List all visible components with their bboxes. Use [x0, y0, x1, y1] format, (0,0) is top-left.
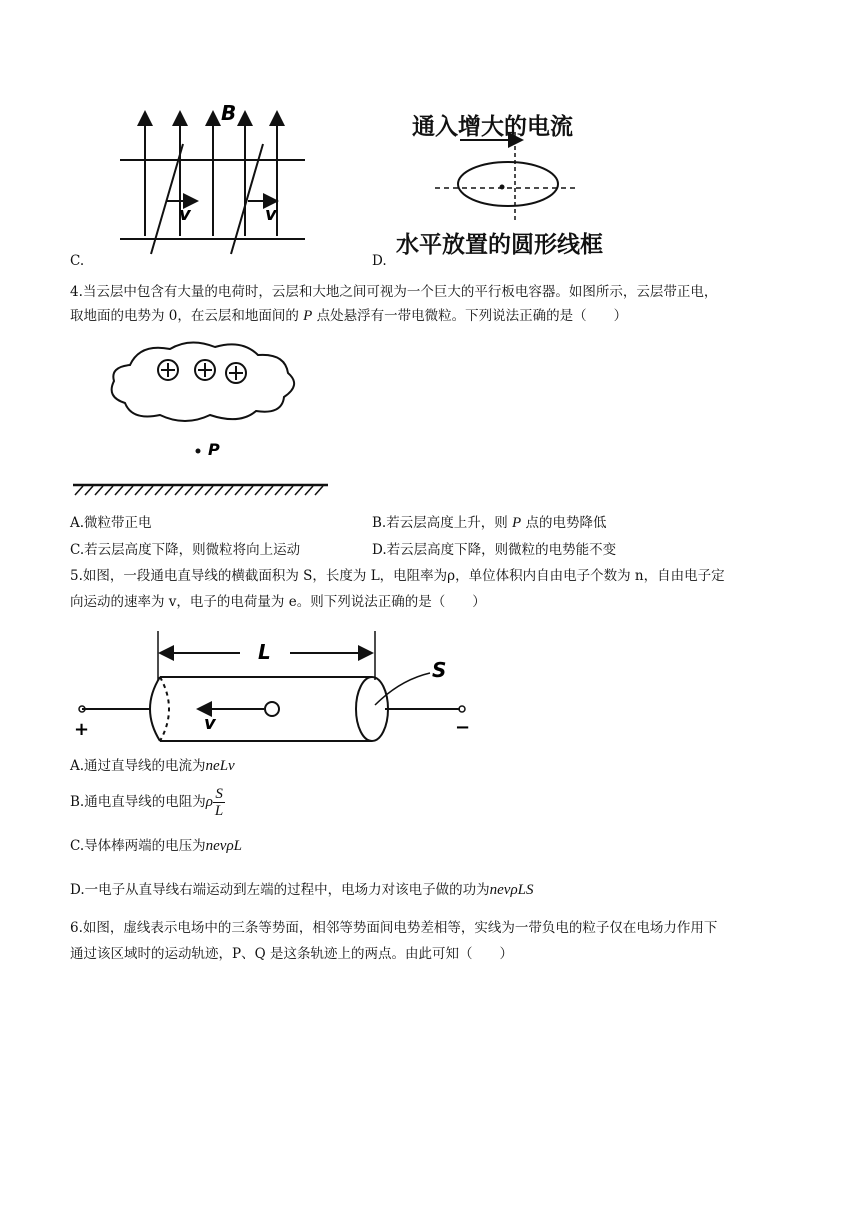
q5-option-a-text: A.通过直导线的电流为	[70, 758, 206, 774]
velocity-label-left: v	[179, 204, 191, 225]
q4-stem-line2	[70, 306, 627, 326]
point-p-label: P	[208, 440, 220, 459]
q5-stem-line1: 5.如图，一段通电直导线的横截面积为 S，长度为 L，电阻率为ρ，单位体积内自由电子个数为 n，自由电子定	[70, 568, 725, 584]
figure-magnetic-rails	[115, 96, 315, 256]
b-field-label: B	[221, 101, 237, 125]
q6-stem-line1: 6.如图，虚线表示电场中的三条等势面，相邻等势面间电势差相等，实线为一带负电的粒子仅在电场力作用下	[70, 920, 718, 936]
figure-circular-loop	[420, 132, 600, 222]
q5-option-b	[70, 780, 225, 824]
fraction-denominator: L	[214, 803, 224, 819]
q4-option-d: D.若云层高度下降，则微粒的电势能不变	[372, 542, 617, 558]
q5-option-b-rho: ρ	[205, 794, 213, 810]
q5-option-b-text: B.通电直导线的电阻为	[70, 794, 206, 810]
q5-option-d-math: nevρLS	[489, 882, 534, 898]
q5-stem-line2: 向运动的速率为 v，电子的电荷量为 e。则下列说法正确的是（ ）	[70, 594, 486, 610]
q4-stem-line1: 4.当云层中包含有大量的电荷时，云层和大地之间可视为一个巨大的平行板电容器。如图所示，云层带正电，	[70, 284, 718, 300]
q4-option-b-p: P	[512, 515, 522, 531]
q5-option-c-text: C.导体棒两端的电压为	[70, 838, 206, 854]
area-label: S	[432, 658, 447, 682]
charge-plus-icon	[195, 360, 215, 380]
q5-option-d-text: D.一电子从直导线右端运动到左端的过程中，电场力对该电子做的功为	[70, 882, 490, 898]
q5-option-c-math: nevρL	[205, 838, 242, 854]
charge-plus-icon	[158, 360, 178, 380]
q6-stem-line2: 通过该区域时的运动轨迹，P、Q 是这条轨迹上的两点。由此可知（ ）	[70, 946, 513, 962]
q4-option-a: A.微粒带正电	[70, 515, 152, 531]
q5-option-a	[70, 756, 235, 776]
minus-terminal: −	[455, 717, 471, 738]
q5-option-d	[70, 880, 534, 900]
q4-option-b-pre: B.若云层高度上升，则	[372, 515, 513, 531]
figure-current-wire	[70, 625, 480, 745]
q4-stem-p: P	[303, 308, 313, 324]
figure-cloud-capacitor	[70, 335, 335, 505]
q4-option-b	[372, 513, 606, 533]
q5-option-c	[70, 836, 242, 856]
drift-velocity-label: v	[204, 713, 216, 734]
figure-d-top-text: 通入增大的电流	[412, 114, 573, 140]
velocity-label-right: v	[265, 204, 277, 225]
q4-stem-line2-b: 点处悬浮有一带电微粒。下列说法正确的是（ ）	[312, 308, 628, 324]
figure-d-bottom-text: 水平放置的圆形线框	[396, 232, 603, 258]
plus-terminal: +	[74, 719, 90, 740]
q4-stem-line2-a: 取地面的电势为 0，在云层和地面间的	[70, 308, 304, 324]
resistance-fraction	[213, 786, 225, 819]
q4-option-c: C.若云层高度下降，则微粒将向上运动	[70, 542, 301, 558]
q4-option-b-post: 点的电势降低	[521, 515, 607, 531]
option-c-label: C.	[70, 253, 85, 269]
fraction-numerator: S	[213, 786, 225, 803]
charge-plus-icon	[226, 363, 246, 383]
length-label: L	[258, 640, 271, 664]
option-d-label: D.	[372, 253, 387, 269]
q5-option-a-math: neLv	[205, 758, 235, 774]
